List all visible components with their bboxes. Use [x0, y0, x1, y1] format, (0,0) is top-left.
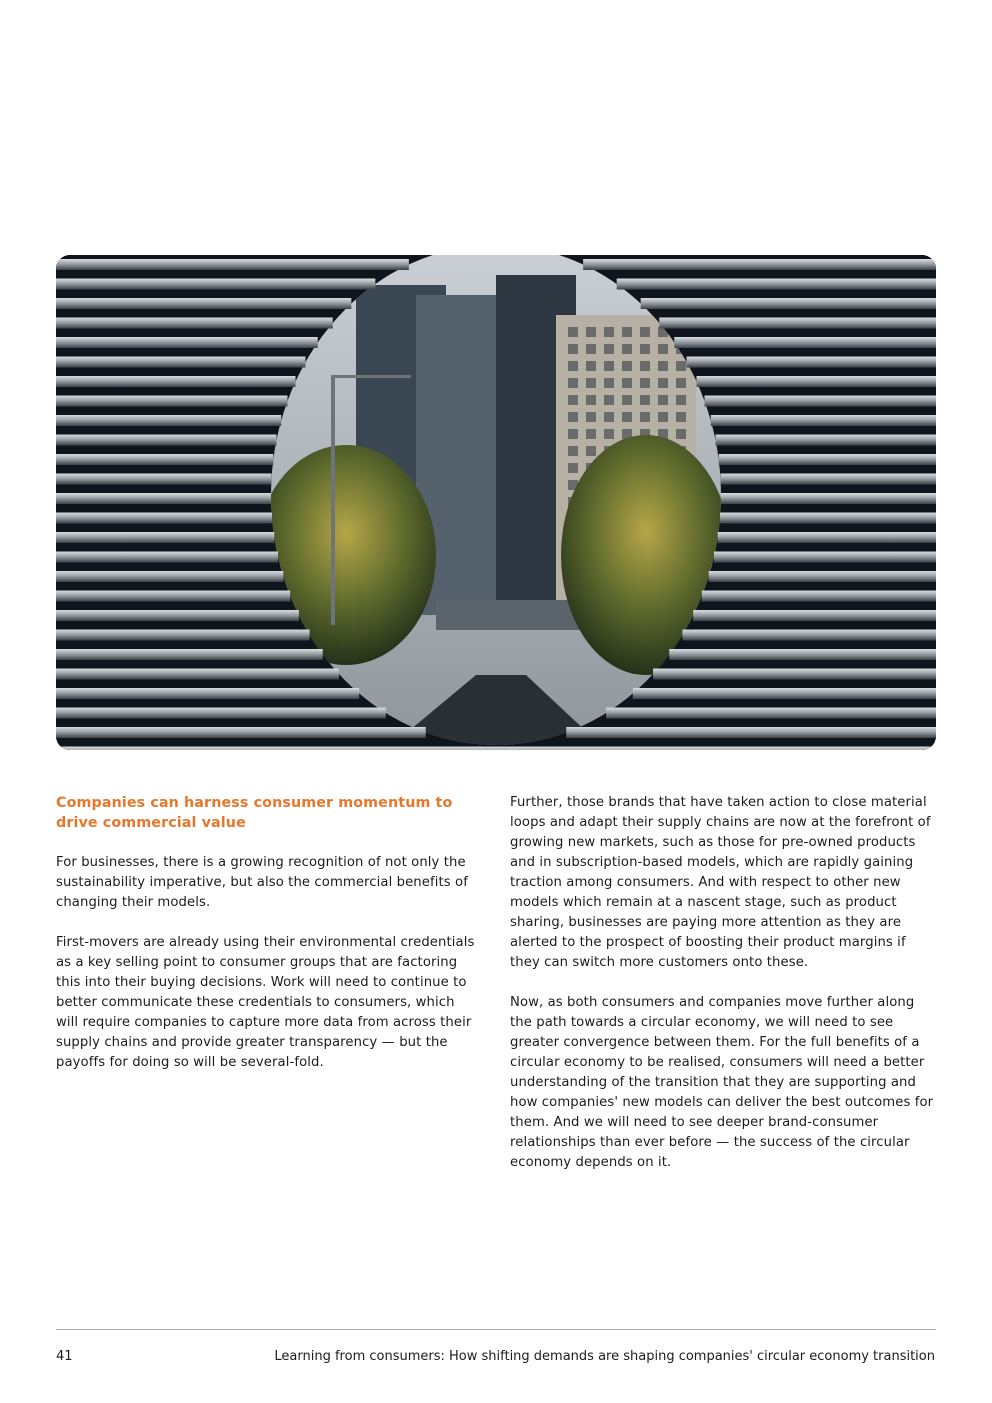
left-column: [56, 793, 476, 1093]
paragraph: Further, those brands that have taken action to close material loops and adapt their supply chains are now at the forefront of growing new markets, such as those for pre-owned products and in subscription-based models, which are rapidly gaining traction among consumers. And with respect to other new models which remain at a nascent stage, such as product sharing, businesses are paying more attention as they are alerted to the prospect of boosting their product margins if they can switch more customers onto these.: [510, 795, 931, 970]
page-number: 41: [56, 1349, 73, 1364]
section-heading: Companies can harness consumer momentum to drive commercial value: [56, 795, 453, 831]
footer-title: Learning from consumers: How shifting demands are shaping companies' circular economy transition: [274, 1349, 935, 1364]
right-column: [510, 793, 936, 1193]
paragraph: First-movers are already using their environmental credentials as a key selling point to consumer groups that are factoring this into their buying decisions. Work will need to continue to better communicate these credentials to consumers, which will require companies to capture more data from across their supply chains and provide greater transparency — but the payoffs for doing so will be several-fold.: [56, 935, 475, 1070]
paragraph: Now, as both consumers and companies move further along the path towards a circular economy, we will need to see greater convergence between them. For the full benefits of a circular economy to be realised, consumers will need a better understanding of the transition that they are supporting and how companies' new models can deliver the best outcomes for them. And we will need to see deeper brand-consumer relationships than ever before — the success of the circular economy depends on it.: [510, 995, 934, 1170]
paragraph: For businesses, there is a growing recognition of not only the sustainability imperative, but also the commercial benefits of changing their models.: [56, 855, 468, 910]
footer-divider: [56, 1329, 936, 1330]
hero-photo: [56, 255, 936, 750]
